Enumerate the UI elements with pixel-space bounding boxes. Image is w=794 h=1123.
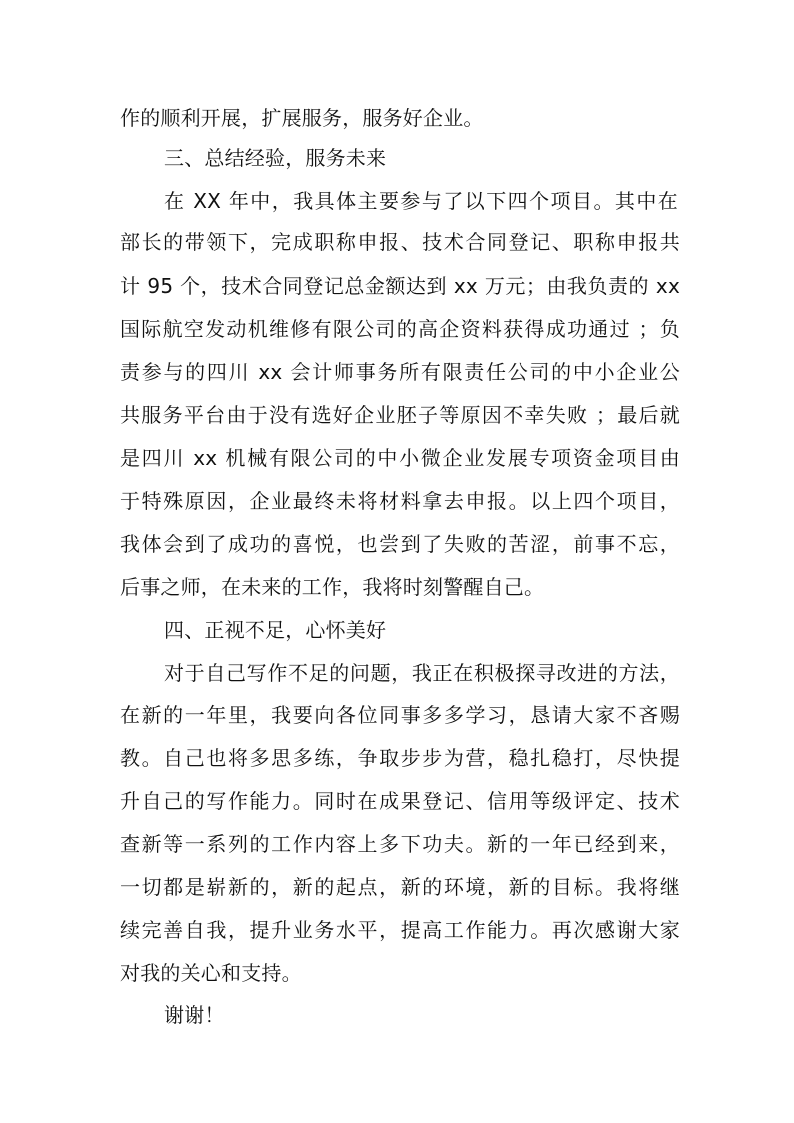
- text-line-content: 教。自己也将多思多练，争取步步为营，稳扎稳打，尽快提: [120, 746, 680, 770]
- text-line-content: 后事之师，在未来的工作，我将时刻警醒自己。: [120, 575, 545, 599]
- section-heading: [0, 143, 794, 173]
- text-line-content: 查新等一系列的工作内容上多下功夫。新的一年已经到来，: [120, 832, 680, 856]
- text-line: [0, 872, 794, 902]
- text-line: [0, 357, 794, 387]
- text-line: [0, 743, 794, 773]
- text-line: [0, 486, 794, 516]
- text-line-content: 我体会到了成功的喜悦，也尝到了失败的苦涩，前事不忘，: [120, 532, 680, 556]
- text-line: [0, 227, 794, 257]
- text-line-content: 续完善自我，提升业务水平，提高工作能力。再次感谢大家: [120, 918, 680, 942]
- text-line-content: 对我的关心和支持。: [120, 961, 302, 985]
- text-line-content: 责参与的四川 xx 会计师事务所有限责任公司的中小企业公: [120, 360, 680, 384]
- text-line: [0, 271, 794, 301]
- text-line: [0, 786, 794, 816]
- text-line: [0, 658, 794, 688]
- text-line: [0, 572, 794, 602]
- text-line: [0, 829, 794, 859]
- text-line-content: 作的顺利开展，扩展服务，服务好企业。: [120, 106, 484, 130]
- text-line: [0, 314, 794, 344]
- closing-line: [0, 1000, 794, 1030]
- text-line-content: 于特殊原因，企业最终未将材料拿去申报。以上四个项目，: [120, 489, 680, 513]
- section-heading: [0, 615, 794, 645]
- text-line-content: 是四川 xx 机械有限公司的中小微企业发展专项资金项目由: [120, 446, 680, 470]
- text-line-content: 部长的带领下，完成职称申报、技术合同登记、职称申报共: [120, 230, 680, 254]
- text-line-content: 共服务平台由于没有选好企业胚子等原因不幸失败 ；最后就: [120, 403, 680, 427]
- text-line: [0, 915, 794, 945]
- text-line: [0, 186, 794, 216]
- text-line-content: 对于自己写作不足的问题，我正在积极探寻改进的方法，: [164, 661, 680, 685]
- text-line-content: 升自己的写作能力。同时在成果登记、信用等级评定、技术: [120, 789, 680, 813]
- text-line: [0, 400, 794, 430]
- text-line-content: 在 XX 年中，我具体主要参与了以下四个项目。其中在: [164, 189, 678, 213]
- section-heading-text: 三、总结经验，服务未来: [164, 146, 387, 170]
- closing-text: 谢谢！: [164, 1003, 225, 1027]
- section-heading-text: 四、正视不足，心怀美好: [164, 618, 387, 642]
- text-line: [0, 103, 794, 133]
- text-line: [0, 958, 794, 988]
- text-line: [0, 529, 794, 559]
- text-line-content: 国际航空发动机维修有限公司的高企资料获得成功通过 ；负: [120, 317, 680, 341]
- text-line: [0, 700, 794, 730]
- text-line-content: 一切都是崭新的，新的起点，新的环境，新的目标。我将继: [120, 875, 680, 899]
- text-line: [0, 443, 794, 473]
- text-line-content: 在新的一年里，我要向各位同事多多学习，恳请大家不吝赐: [120, 703, 680, 727]
- text-line-content: 计 95 个，技术合同登记总金额达到 xx 万元；由我负责的 xx: [120, 274, 680, 298]
